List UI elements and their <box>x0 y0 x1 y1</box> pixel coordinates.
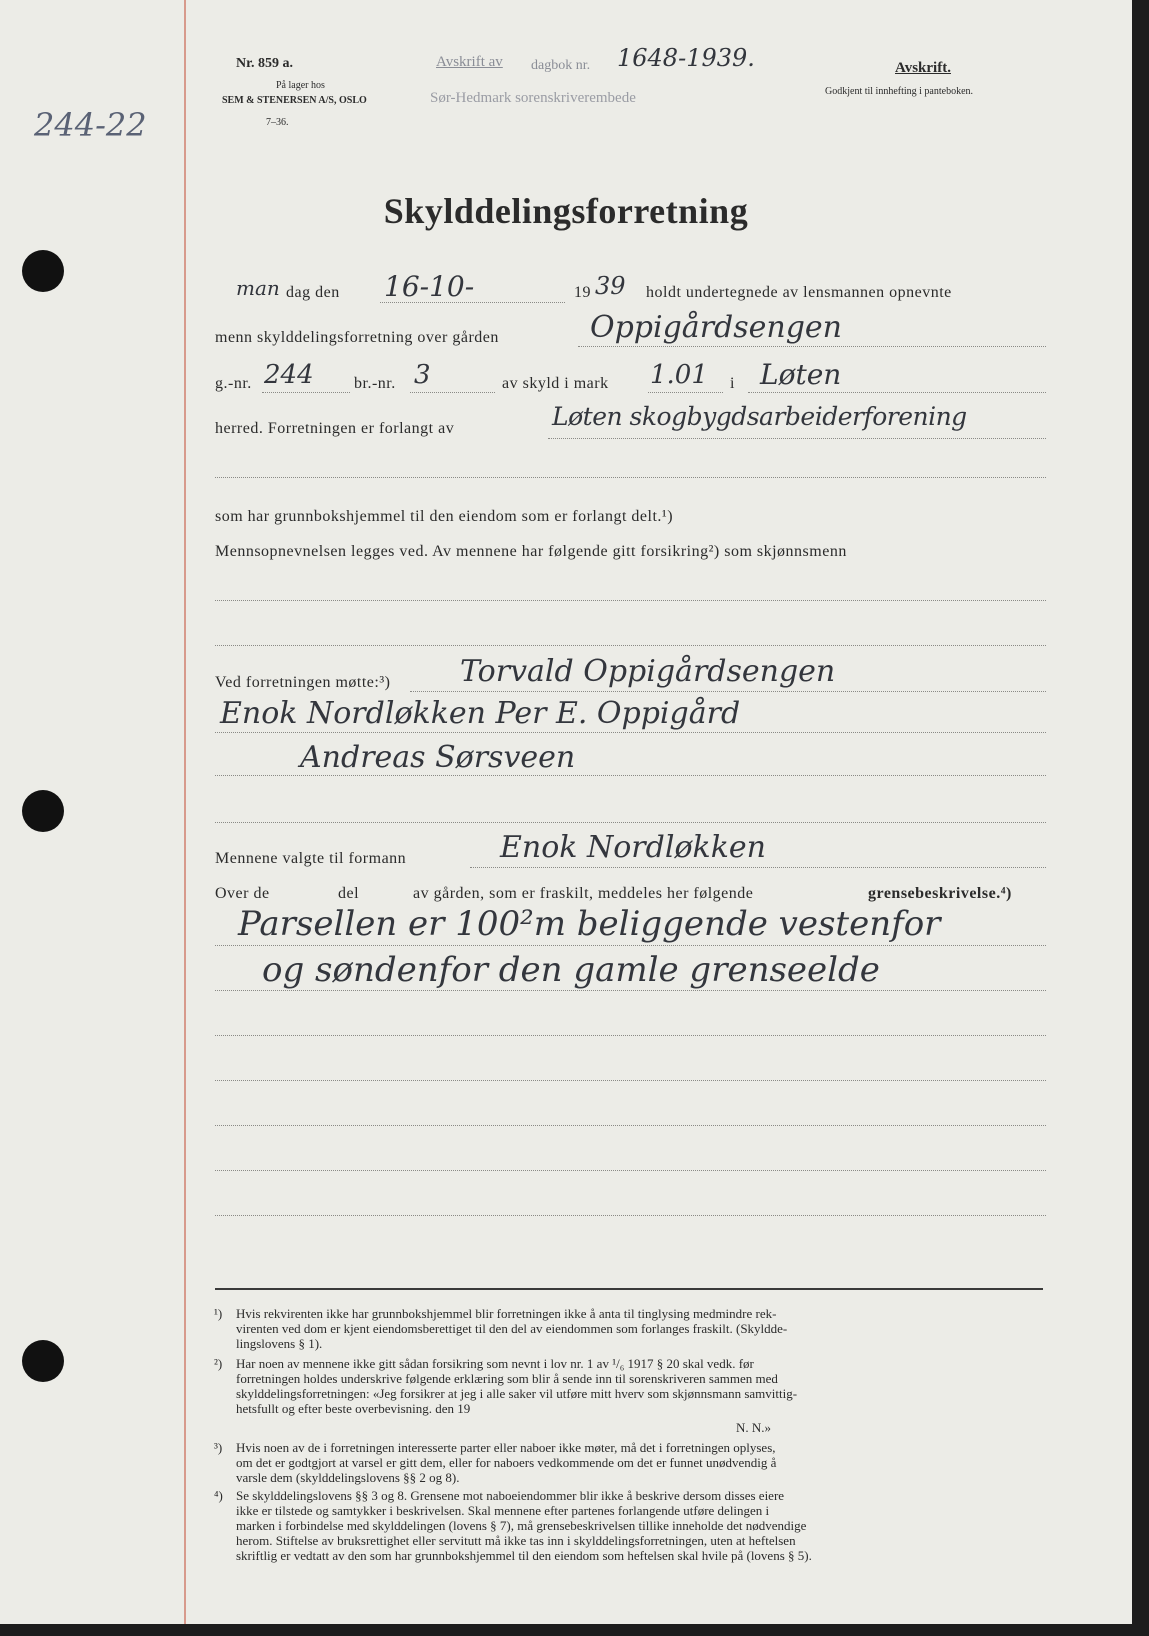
description-line-1: Parsellen er 100²m beliggende vestenfor <box>238 904 941 944</box>
copy-stamp: Avskrift av <box>436 54 503 70</box>
attendees-label: Ved forretningen møtte:³) <box>215 674 391 691</box>
footnote-mark: ²) <box>214 1356 223 1371</box>
gnr-label: g.-nr. <box>215 375 252 392</box>
footnote-line: Hvis rekvirenten ikke har grunnbokshjemmel blir forretningen ikke å anta til tinglysing medmindre rek- <box>236 1306 777 1321</box>
punch-hole <box>22 250 64 292</box>
margin-note: 244-22 <box>34 106 147 144</box>
description-line-2: og søndenfor den gamle grenseelde <box>262 950 880 990</box>
year-value: 39 <box>595 272 626 300</box>
footnote-line: ikke er tilstede og samtykker i beskrivelsen. Skal mennene efter partenes forlangende utføre delingen i <box>236 1503 770 1518</box>
blank-line <box>215 1215 1046 1216</box>
skyld-value: 1.01 <box>650 360 708 390</box>
footnote-signature <box>214 1420 1044 1435</box>
attendees-line <box>410 691 1046 692</box>
requester-line <box>548 438 1046 439</box>
farm-name: Oppigårdsengen <box>590 310 842 345</box>
attendee-3: Andreas Sørsveen <box>300 740 576 775</box>
footnote-line: virenten ved dom er kjent eiendomsberettiget til den del av eiendommen som forlanges fraskilt. (Skyldde- <box>236 1321 788 1336</box>
office-stamp: Sør-Hedmark sorenskriverembede <box>430 90 636 106</box>
blank-line <box>215 822 1046 823</box>
avskrift-title: Avskrift. <box>895 60 951 76</box>
form-number: Nr. 859 a. <box>236 56 294 71</box>
form-date: 7–36. <box>266 117 289 128</box>
skyld-label: av skyld i mark <box>502 375 609 392</box>
footnote-line: Hvis noen av de i forretningen interesserte parter eller naboer ikke møter, må det i forretningen oplyses, <box>236 1440 776 1455</box>
line1-text: holdt undertegnede av lensmannen opnevnte <box>646 284 952 301</box>
requester-label: herred. Forretningen er forlangt av <box>215 420 455 437</box>
footnote-3 <box>214 1440 1044 1485</box>
footnote-4 <box>214 1488 1044 1563</box>
del-label: del <box>338 885 360 902</box>
year-prefix: 19 <box>574 284 591 301</box>
footnote-line: marken i forbindelse med skylddelingen (lovens § 7), må grensebeskrivelsen tillike inneholde det nødvendige <box>236 1518 807 1533</box>
attendees-line <box>215 775 1046 776</box>
dagbok-number: 1648-1939. <box>617 44 755 72</box>
attendee-1: Torvald Oppigårdsengen <box>460 654 836 689</box>
footnote-mark: ³) <box>214 1440 223 1455</box>
footnote-line: N. N.» <box>736 1420 772 1435</box>
footnote-line: skriftlig er vedtatt av den som har grunnbokshjemmel til den eiendom som heftelsen skal hvile på (lovens § 5). <box>236 1548 812 1563</box>
footnote-line: Se skylddelingslovens §§ 3 og 8. Grensene mot naboeiendommer blir ikke å beskrive dersom disses eiere <box>236 1488 785 1503</box>
gnr-value: 244 <box>264 360 314 390</box>
bnr-value: 3 <box>414 360 431 390</box>
attendees-line <box>215 732 1046 733</box>
punch-hole <box>22 1340 64 1382</box>
gnr-line <box>262 392 350 393</box>
grense-heading: grensebeskrivelse.⁴) <box>868 885 1012 902</box>
publisher-line: På lager hos <box>276 80 325 91</box>
footnote-line: om det er godtgjort at varsel er gitt dem, eller for naboers vedkommende om det er funnet unødvendig å <box>236 1455 777 1470</box>
footnote-line: varsle dem (skylddelingslovens §§ 2 og 8). <box>236 1470 460 1485</box>
avskrift-subtitle: Godkjent til innhefting i panteboken. <box>825 86 974 97</box>
bnr-line <box>410 392 495 393</box>
blank-line <box>215 600 1046 601</box>
attendee-2: Enok Nordløkken Per E. Oppigård <box>220 696 741 731</box>
footnote-line: herom. Stiftelse av bruksrettighet eller servitutt må ikke tas inn i skylddelingsforretningen, uten at heftelsen <box>236 1533 796 1548</box>
footnote-2 <box>214 1356 1044 1416</box>
farm-line <box>578 346 1046 347</box>
herred-line <box>748 392 1046 393</box>
publisher-name: SEM & STENERSEN A/S, OSLO <box>222 95 367 106</box>
blank-line <box>215 1170 1046 1171</box>
footnote-mark: ¹) <box>214 1306 223 1321</box>
description-line <box>215 945 1046 946</box>
blank-line <box>215 477 1046 478</box>
footnote-1 <box>214 1306 1044 1351</box>
skyld-line <box>648 392 723 393</box>
footnote-line: lingslovens § 1). <box>236 1336 323 1351</box>
blank-line <box>215 1035 1046 1036</box>
footnote-mark: ⁴) <box>214 1488 223 1503</box>
date-value: 16-10- <box>384 270 475 303</box>
bnr-label: br.-nr. <box>354 375 396 392</box>
menns-text: Mennsopnevnelsen legges ved. Av mennene har følgende gitt forsikring²) som skjønnsmenn <box>215 543 847 560</box>
footnote-line: forretningen holdes underskrive følgende erklæring som blir å sende inn til sorenskriveren sammen med <box>236 1371 778 1386</box>
blank-line <box>215 1125 1046 1126</box>
weekday-prefix: man <box>236 276 280 300</box>
punch-hole <box>22 790 64 832</box>
blank-line <box>215 1080 1046 1081</box>
footnote-line: Har noen av mennene ikke gitt sådan forsikring som nevnt i lov nr. 1 av ¹/₆ 1917 § 20 skal vedk. før <box>236 1356 754 1371</box>
footnote-line: skylddelingsforretningen: «Jeg forsikrer at jeg i alle saker vil utføre mitt hverv som skjønnsmann samvittig- <box>236 1386 798 1401</box>
herred-value: Løten <box>760 358 842 391</box>
requester-value: Løten skogbygdsarbeiderforening <box>552 402 967 431</box>
over-de-label: Over de <box>215 885 270 902</box>
margin-rule <box>184 0 186 1624</box>
grense-text: av gården, som er fraskilt, meddeles her følgende <box>413 885 754 902</box>
footnote-separator <box>215 1288 1043 1290</box>
page-title: Skylddelingsforretning <box>383 191 749 231</box>
day-label: dag den <box>286 284 340 301</box>
dagbok-label: dagbok nr. <box>531 58 591 73</box>
formann-line <box>470 867 1046 868</box>
description-line <box>215 990 1046 991</box>
formann-value: Enok Nordløkken <box>500 830 766 865</box>
farm-label: menn skylddelingsforretning over gården <box>215 329 499 346</box>
i-label: i <box>730 375 735 392</box>
formann-label: Mennene valgte til formann <box>215 850 407 867</box>
blank-line <box>215 645 1046 646</box>
grunnbok-text: som har grunnbokshjemmel til den eiendom som er forlangt delt.¹) <box>215 508 674 525</box>
footnote-line: hetsfullt og efter beste overbevisning. den 19 <box>236 1401 471 1416</box>
